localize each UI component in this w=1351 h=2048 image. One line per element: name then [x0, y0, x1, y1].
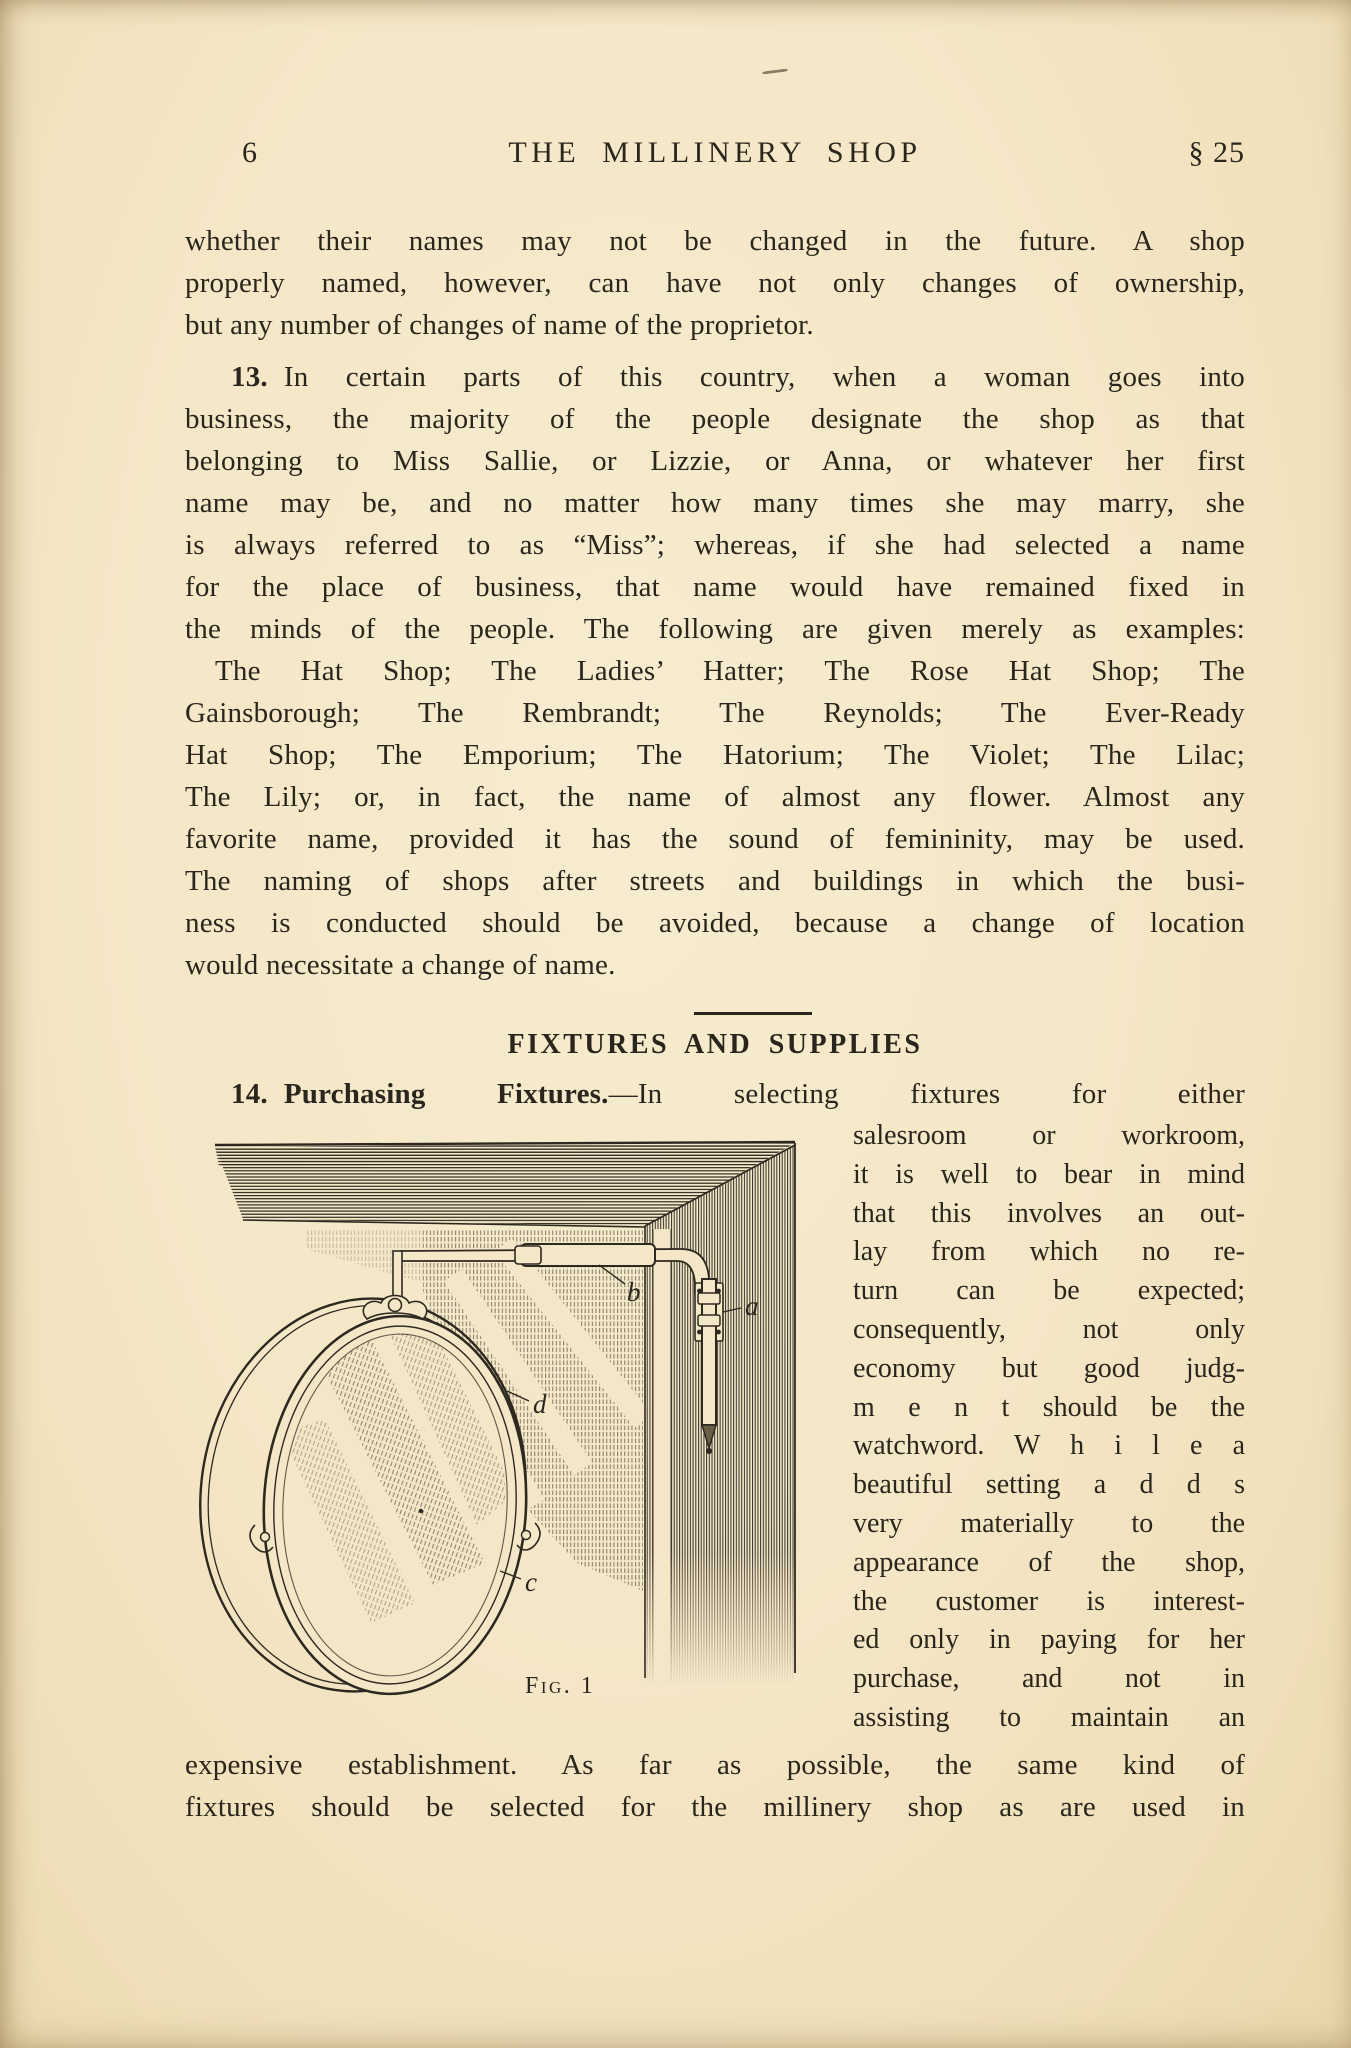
examples-paragraph	[185, 650, 1245, 986]
text-line: lay from which no re-	[853, 1236, 1245, 1268]
label-b: b	[627, 1277, 641, 1307]
text-line: appearance of the shop,	[853, 1546, 1245, 1578]
text-line: whether their names may not be changed in the future. A shop	[185, 225, 1245, 257]
text-line: that this involves an out-	[853, 1197, 1245, 1229]
text-line: belonging to Miss Sallie, or Lizzie, or Anna, or whatever her first	[185, 445, 1245, 477]
text-line: assisting to maintain an	[853, 1701, 1245, 1733]
text-line: watchword. W h i l e a	[853, 1430, 1245, 1462]
text-line: but any number of changes of name of the proprietor.	[185, 309, 814, 341]
label-d: d	[533, 1389, 547, 1419]
paragraph-14-first-line	[185, 1073, 1245, 1115]
figure-illustration	[185, 1133, 805, 1711]
paragraph-14-title: Purchasing Fixtures.	[283, 1078, 609, 1110]
text-line: expensive establishment. As far as possible, the same kind of	[185, 1748, 1245, 1781]
paragraph-13-body	[185, 398, 1245, 650]
running-header	[185, 136, 1245, 178]
paragraph-14-first-line-text: —In selecting fixtures for either	[608, 1078, 1245, 1110]
section-heading: FIXTURES AND SUPPLIES	[507, 1029, 923, 1060]
text-line: favorite name, provided it has the sound of femininity, may be used.	[185, 823, 1245, 855]
text-line: fixtures should be selected for the millinery shop as are used in	[185, 1790, 1245, 1823]
paragraph-13	[185, 356, 1245, 650]
text-line: m e n t should be the	[853, 1391, 1245, 1423]
text-line: Hat Shop; The Emporium; The Hatorium; The Violet; The Lilac;	[185, 739, 1245, 771]
text-line: properly named, however, can have not only changes of ownership,	[185, 267, 1245, 299]
text-line: salesroom or workroom,	[853, 1120, 1245, 1151]
text-line: The Lily; or, in fact, the name of almost any flower. Almost any	[185, 781, 1245, 813]
paragraph-number: 14.	[231, 1078, 268, 1110]
section-divider-rule	[694, 1012, 812, 1015]
text-line: is always referred to as “Miss”; whereas, if she had selected a name	[185, 529, 1245, 561]
text-line: for the place of business, that name would have remained fixed in	[185, 571, 1245, 603]
paragraph-number: 13.	[231, 361, 268, 393]
page-number: 6	[242, 136, 257, 169]
paragraph-13-first-line-text: In certain parts of this country, when a woman goes into	[283, 361, 1245, 393]
text-line: Gainsborough; The Rembrandt; The Reynolds; The Ever-Ready	[185, 697, 1245, 729]
text-line: the minds of the people. The following are given merely as examples:	[185, 613, 1245, 645]
section-reference: § 25	[1188, 136, 1245, 169]
text-line: purchase, and not in	[853, 1663, 1245, 1695]
text-line: it is well to bear in mind	[853, 1158, 1245, 1190]
text-line: The naming of shops after streets and buildings in which the busi-	[185, 865, 1245, 897]
text-line: ness is conducted should be avoided, because a change of location	[185, 907, 1245, 939]
text-line: would necessitate a change of name.	[185, 949, 616, 981]
text-line: name may be, and no matter how many times she may marry, she	[185, 487, 1245, 519]
figure-and-text-row	[185, 1117, 1245, 1738]
wall-post	[643, 1143, 797, 1687]
text-line: ed only in paying for her	[853, 1624, 1245, 1656]
label-a: a	[745, 1291, 759, 1321]
closing-paragraph	[185, 1744, 1245, 1828]
text-line: business, the majority of the people designate the shop as that	[185, 403, 1245, 435]
text-line: very materially to the	[853, 1507, 1245, 1539]
wrapped-text-column	[853, 1117, 1245, 1738]
running-title: THE MILLINERY SHOP	[508, 136, 922, 169]
text-line: turn can be expected;	[853, 1275, 1245, 1307]
figure-1	[185, 1133, 807, 1716]
paragraph-13-first-line	[185, 356, 1245, 398]
text-line: the customer is interest-	[853, 1585, 1245, 1617]
label-c: c	[525, 1567, 537, 1597]
text-line: consequently, not only	[853, 1313, 1245, 1345]
text-line: beautiful setting a d d s	[853, 1469, 1245, 1501]
figure-caption: Fig. 1	[525, 1673, 596, 1699]
text-line: economy but good judg-	[853, 1352, 1245, 1384]
intro-paragraph	[185, 220, 1245, 346]
paragraph-14	[185, 1073, 1245, 1115]
text-line: The Hat Shop; The Ladies’ Hatter; The Rose Hat Shop; The	[215, 655, 1245, 687]
